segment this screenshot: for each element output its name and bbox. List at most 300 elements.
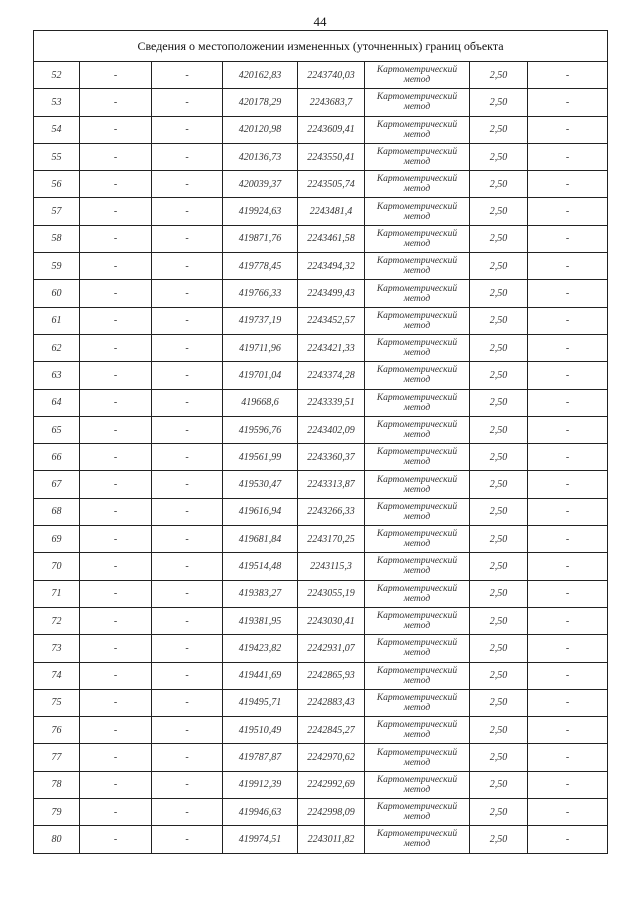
old-x-cell: - bbox=[80, 689, 152, 716]
accuracy-cell: 2,50 bbox=[470, 307, 528, 334]
coord-x-cell: 419701,04 bbox=[223, 362, 298, 389]
old-x-cell: - bbox=[80, 444, 152, 471]
coord-x-cell: 420039,37 bbox=[223, 171, 298, 198]
method-line-1: Картометрический bbox=[376, 611, 458, 622]
description-cell: - bbox=[528, 62, 608, 89]
accuracy-cell: 2,50 bbox=[470, 689, 528, 716]
method-cell bbox=[365, 635, 470, 662]
method-line-2: метод bbox=[403, 102, 431, 113]
old-y-cell: - bbox=[152, 635, 223, 662]
old-x-cell: - bbox=[80, 198, 152, 225]
description-cell: - bbox=[528, 416, 608, 443]
method-line-1: Картометрический bbox=[376, 119, 458, 130]
point-number-cell: 74 bbox=[34, 662, 80, 689]
method-line-1: Картометрический bbox=[376, 638, 458, 649]
point-number-cell: 69 bbox=[34, 526, 80, 553]
point-number-cell: 64 bbox=[34, 389, 80, 416]
accuracy-cell: 2,50 bbox=[470, 662, 528, 689]
method-cell bbox=[365, 444, 470, 471]
coord-y-cell: 2243494,32 bbox=[298, 253, 365, 280]
point-number-cell: 53 bbox=[34, 89, 80, 116]
coord-y-cell: 2242970,62 bbox=[298, 744, 365, 771]
method-cell bbox=[365, 799, 470, 826]
method-line-1: Картометрический bbox=[376, 720, 458, 731]
method-cell bbox=[365, 553, 470, 580]
coord-x-cell: 419423,82 bbox=[223, 635, 298, 662]
table-row bbox=[34, 498, 608, 525]
point-number-cell: 52 bbox=[34, 62, 80, 89]
table-row bbox=[34, 526, 608, 553]
old-x-cell: - bbox=[80, 471, 152, 498]
coord-x-cell: 419778,45 bbox=[223, 253, 298, 280]
accuracy-cell: 2,50 bbox=[470, 799, 528, 826]
coord-y-cell: 2243339,51 bbox=[298, 389, 365, 416]
method-line-1: Картометрический bbox=[376, 201, 458, 212]
old-y-cell: - bbox=[152, 307, 223, 334]
method-line-1: Картометрический bbox=[376, 92, 458, 103]
method-line-1: Картометрический bbox=[376, 665, 458, 676]
page-number: 44 bbox=[313, 14, 327, 29]
old-y-cell: - bbox=[152, 334, 223, 361]
old-x-cell: - bbox=[80, 580, 152, 607]
old-y-cell: - bbox=[152, 198, 223, 225]
old-y-cell: - bbox=[152, 225, 223, 252]
accuracy-cell: 2,50 bbox=[470, 717, 528, 744]
method-line-2: метод bbox=[403, 238, 431, 249]
old-x-cell: - bbox=[80, 334, 152, 361]
coord-y-cell: 2243550,41 bbox=[298, 143, 365, 170]
point-number-cell: 76 bbox=[34, 717, 80, 744]
description-cell: - bbox=[528, 635, 608, 662]
coord-y-cell: 2243609,41 bbox=[298, 116, 365, 143]
old-x-cell: - bbox=[80, 744, 152, 771]
old-y-cell: - bbox=[152, 471, 223, 498]
method-line-2: метод bbox=[403, 430, 431, 440]
method-line-1: Картометрический bbox=[376, 829, 458, 840]
old-y-cell: - bbox=[152, 717, 223, 744]
method-line-1: Картометрический bbox=[376, 256, 458, 267]
method-cell bbox=[365, 689, 470, 716]
description-cell: - bbox=[528, 89, 608, 116]
coord-x-cell: 419924,63 bbox=[223, 198, 298, 225]
table-row bbox=[34, 253, 608, 280]
table-row bbox=[34, 689, 608, 716]
table-row bbox=[34, 607, 608, 634]
table-row bbox=[34, 553, 608, 580]
coord-x-cell: 419912,39 bbox=[223, 771, 298, 798]
coord-y-cell: 2242865,93 bbox=[298, 662, 365, 689]
method-cell bbox=[365, 662, 470, 689]
old-x-cell: - bbox=[80, 553, 152, 580]
description-cell: - bbox=[528, 717, 608, 744]
old-x-cell: - bbox=[80, 280, 152, 307]
old-y-cell: - bbox=[152, 89, 223, 116]
coord-y-cell: 2243360,37 bbox=[298, 444, 365, 471]
coord-y-cell: 2243374,28 bbox=[298, 362, 365, 389]
accuracy-cell: 2,50 bbox=[470, 771, 528, 798]
table-row bbox=[34, 280, 608, 307]
accuracy-cell: 2,50 bbox=[470, 280, 528, 307]
coord-x-cell: 419383,27 bbox=[223, 580, 298, 607]
description-cell: - bbox=[528, 553, 608, 580]
coord-y-cell: 2243740,03 bbox=[298, 62, 365, 89]
accuracy-cell: 2,50 bbox=[470, 389, 528, 416]
old-x-cell: - bbox=[80, 143, 152, 170]
coord-x-cell: 419787,87 bbox=[223, 744, 298, 771]
coord-y-cell: 2243030,41 bbox=[298, 607, 365, 634]
method-cell bbox=[365, 362, 470, 389]
old-x-cell: - bbox=[80, 717, 152, 744]
accuracy-cell: 2,50 bbox=[470, 471, 528, 498]
method-line-1: Картометрический bbox=[376, 501, 458, 512]
method-line-1: Картометрический bbox=[376, 420, 458, 430]
description-cell: - bbox=[528, 143, 608, 170]
point-number-cell: 70 bbox=[34, 553, 80, 580]
method-line-1: Картометрический bbox=[376, 147, 458, 158]
method-line-2: метод bbox=[403, 621, 431, 632]
method-line-2: метод bbox=[403, 675, 431, 686]
method-line-2: метод bbox=[403, 648, 431, 659]
point-number-cell: 80 bbox=[34, 826, 80, 853]
description-cell: - bbox=[528, 389, 608, 416]
old-y-cell: - bbox=[152, 253, 223, 280]
coord-y-cell: 2243499,43 bbox=[298, 280, 365, 307]
old-x-cell: - bbox=[80, 635, 152, 662]
coord-x-cell: 420120,98 bbox=[223, 116, 298, 143]
point-number-cell: 73 bbox=[34, 635, 80, 662]
coord-x-cell: 420178,29 bbox=[223, 89, 298, 116]
accuracy-cell: 2,50 bbox=[470, 526, 528, 553]
table-row bbox=[34, 444, 608, 471]
description-cell: - bbox=[528, 116, 608, 143]
point-number-cell: 72 bbox=[34, 607, 80, 634]
old-y-cell: - bbox=[152, 689, 223, 716]
coord-y-cell: 2243170,25 bbox=[298, 526, 365, 553]
method-cell bbox=[365, 253, 470, 280]
table-row bbox=[34, 416, 608, 443]
point-number-cell: 58 bbox=[34, 225, 80, 252]
old-y-cell: - bbox=[152, 444, 223, 471]
point-number-cell: 63 bbox=[34, 362, 80, 389]
point-number-cell: 68 bbox=[34, 498, 80, 525]
table-row bbox=[34, 471, 608, 498]
coord-x-cell: 419766,33 bbox=[223, 280, 298, 307]
method-line-2: метод bbox=[403, 184, 431, 195]
description-cell: - bbox=[528, 580, 608, 607]
accuracy-cell: 2,50 bbox=[470, 362, 528, 389]
old-x-cell: - bbox=[80, 307, 152, 334]
method-line-1: Картометрический bbox=[376, 747, 458, 758]
method-cell bbox=[365, 225, 470, 252]
method-line-2: метод bbox=[403, 211, 431, 222]
method-line-2: метод bbox=[403, 839, 431, 850]
table-row bbox=[34, 662, 608, 689]
coord-x-cell: 419530,47 bbox=[223, 471, 298, 498]
coord-y-cell: 2243481,4 bbox=[298, 198, 365, 225]
boundary-coordinates-table bbox=[33, 30, 608, 854]
old-y-cell: - bbox=[152, 826, 223, 853]
old-x-cell: - bbox=[80, 171, 152, 198]
point-number-cell: 54 bbox=[34, 116, 80, 143]
old-x-cell: - bbox=[80, 116, 152, 143]
accuracy-cell: 2,50 bbox=[470, 635, 528, 662]
description-cell: - bbox=[528, 171, 608, 198]
table-title-row bbox=[34, 31, 608, 62]
method-line-1: Картометрический bbox=[376, 774, 458, 785]
method-cell bbox=[365, 771, 470, 798]
method-line-2: метод bbox=[403, 293, 431, 304]
method-cell bbox=[365, 307, 470, 334]
method-cell bbox=[365, 580, 470, 607]
method-line-2: метод bbox=[403, 402, 431, 413]
old-x-cell: - bbox=[80, 253, 152, 280]
coord-y-cell: 2242992,69 bbox=[298, 771, 365, 798]
old-x-cell: - bbox=[80, 826, 152, 853]
coord-y-cell: 2243461,58 bbox=[298, 225, 365, 252]
accuracy-cell: 2,50 bbox=[470, 826, 528, 853]
point-number-cell: 60 bbox=[34, 280, 80, 307]
coord-x-cell: 419495,71 bbox=[223, 689, 298, 716]
coord-x-cell: 419974,51 bbox=[223, 826, 298, 853]
point-number-cell: 55 bbox=[34, 143, 80, 170]
method-cell bbox=[365, 416, 470, 443]
description-cell: - bbox=[528, 826, 608, 853]
method-cell bbox=[365, 717, 470, 744]
table-row bbox=[34, 89, 608, 116]
coord-x-cell: 419561,99 bbox=[223, 444, 298, 471]
accuracy-cell: 2,50 bbox=[470, 416, 528, 443]
method-cell bbox=[365, 116, 470, 143]
method-line-2: метод bbox=[403, 730, 431, 741]
description-cell: - bbox=[528, 498, 608, 525]
accuracy-cell: 2,50 bbox=[470, 253, 528, 280]
coord-x-cell: 419871,76 bbox=[223, 225, 298, 252]
table-row bbox=[34, 225, 608, 252]
accuracy-cell: 2,50 bbox=[470, 116, 528, 143]
method-line-2: метод bbox=[403, 157, 431, 168]
method-cell bbox=[365, 198, 470, 225]
coord-y-cell: 2243505,74 bbox=[298, 171, 365, 198]
coord-x-cell: 419946,63 bbox=[223, 799, 298, 826]
old-x-cell: - bbox=[80, 498, 152, 525]
method-cell bbox=[365, 526, 470, 553]
old-y-cell: - bbox=[152, 416, 223, 443]
old-x-cell: - bbox=[80, 526, 152, 553]
table-row bbox=[34, 826, 608, 853]
method-cell bbox=[365, 280, 470, 307]
point-number-cell: 57 bbox=[34, 198, 80, 225]
old-y-cell: - bbox=[152, 799, 223, 826]
coord-x-cell: 419668,6 bbox=[223, 389, 298, 416]
old-x-cell: - bbox=[80, 771, 152, 798]
old-x-cell: - bbox=[80, 662, 152, 689]
method-cell bbox=[365, 607, 470, 634]
coord-x-cell: 419616,94 bbox=[223, 498, 298, 525]
coord-y-cell: 2243011,82 bbox=[298, 826, 365, 853]
old-x-cell: - bbox=[80, 799, 152, 826]
coord-y-cell: 2243055,19 bbox=[298, 580, 365, 607]
old-y-cell: - bbox=[152, 143, 223, 170]
method-line-1: Картометрический bbox=[376, 802, 458, 813]
method-line-1: Картометрический bbox=[376, 692, 458, 703]
method-line-2: метод bbox=[403, 757, 431, 768]
method-line-2: метод bbox=[403, 129, 431, 140]
description-cell: - bbox=[528, 799, 608, 826]
old-y-cell: - bbox=[152, 171, 223, 198]
method-line-1: Картометрический bbox=[376, 474, 458, 485]
method-line-1: Картометрический bbox=[376, 310, 458, 321]
accuracy-cell: 2,50 bbox=[470, 498, 528, 525]
point-number-cell: 59 bbox=[34, 253, 80, 280]
description-cell: - bbox=[528, 744, 608, 771]
method-line-1: Картометрический bbox=[376, 174, 458, 185]
coord-x-cell: 419596,76 bbox=[223, 416, 298, 443]
method-line-1: Картометрический bbox=[376, 338, 458, 349]
table-row bbox=[34, 389, 608, 416]
method-cell bbox=[365, 744, 470, 771]
table-row bbox=[34, 635, 608, 662]
method-line-1: Картометрический bbox=[376, 65, 458, 76]
old-x-cell: - bbox=[80, 389, 152, 416]
accuracy-cell: 2,50 bbox=[470, 744, 528, 771]
point-number-cell: 61 bbox=[34, 307, 80, 334]
coord-y-cell: 2242998,09 bbox=[298, 799, 365, 826]
table-row bbox=[34, 171, 608, 198]
description-cell: - bbox=[528, 471, 608, 498]
table-row bbox=[34, 799, 608, 826]
coord-y-cell: 2243402,09 bbox=[298, 416, 365, 443]
old-x-cell: - bbox=[80, 607, 152, 634]
coord-x-cell: 419381,95 bbox=[223, 607, 298, 634]
description-cell: - bbox=[528, 362, 608, 389]
table-row bbox=[34, 143, 608, 170]
accuracy-cell: 2,50 bbox=[470, 553, 528, 580]
coord-y-cell: 2242931,07 bbox=[298, 635, 365, 662]
point-number-cell: 62 bbox=[34, 334, 80, 361]
method-cell bbox=[365, 471, 470, 498]
method-line-2: метод bbox=[403, 702, 431, 713]
old-x-cell: - bbox=[80, 89, 152, 116]
table-row bbox=[34, 198, 608, 225]
point-number-cell: 67 bbox=[34, 471, 80, 498]
method-line-1: Картометрический bbox=[376, 228, 458, 239]
accuracy-cell: 2,50 bbox=[470, 171, 528, 198]
accuracy-cell: 2,50 bbox=[470, 89, 528, 116]
old-y-cell: - bbox=[152, 607, 223, 634]
old-y-cell: - bbox=[152, 580, 223, 607]
old-x-cell: - bbox=[80, 416, 152, 443]
table-row bbox=[34, 362, 608, 389]
accuracy-cell: 2,50 bbox=[470, 444, 528, 471]
old-y-cell: - bbox=[152, 498, 223, 525]
coord-x-cell: 420162,83 bbox=[223, 62, 298, 89]
point-number-cell: 79 bbox=[34, 799, 80, 826]
old-y-cell: - bbox=[152, 771, 223, 798]
description-cell: - bbox=[528, 771, 608, 798]
table-row bbox=[34, 116, 608, 143]
method-line-1: Картометрический bbox=[376, 392, 458, 403]
old-y-cell: - bbox=[152, 362, 223, 389]
method-line-2: метод bbox=[403, 566, 431, 577]
point-number-cell: 78 bbox=[34, 771, 80, 798]
coord-x-cell: 419737,19 bbox=[223, 307, 298, 334]
table-body bbox=[34, 62, 608, 854]
method-line-2: метод bbox=[403, 484, 431, 495]
accuracy-cell: 2,50 bbox=[470, 225, 528, 252]
description-cell: - bbox=[528, 253, 608, 280]
old-y-cell: - bbox=[152, 62, 223, 89]
method-line-2: метод bbox=[403, 511, 431, 522]
coord-x-cell: 419681,84 bbox=[223, 526, 298, 553]
description-cell: - bbox=[528, 307, 608, 334]
method-line-2: метод bbox=[403, 266, 431, 277]
point-number-cell: 66 bbox=[34, 444, 80, 471]
coord-x-cell: 419441,69 bbox=[223, 662, 298, 689]
method-line-2: метод bbox=[403, 457, 431, 468]
method-line-1: Картометрический bbox=[376, 365, 458, 376]
method-cell bbox=[365, 171, 470, 198]
table-title: Сведения о местоположении измененных (уточненных) границ объекта bbox=[34, 31, 608, 62]
method-line-2: метод bbox=[403, 320, 431, 331]
old-y-cell: - bbox=[152, 553, 223, 580]
method-cell bbox=[365, 62, 470, 89]
old-y-cell: - bbox=[152, 116, 223, 143]
description-cell: - bbox=[528, 334, 608, 361]
description-cell: - bbox=[528, 198, 608, 225]
accuracy-cell: 2,50 bbox=[470, 198, 528, 225]
point-number-cell: 56 bbox=[34, 171, 80, 198]
coord-x-cell: 419514,48 bbox=[223, 553, 298, 580]
method-line-2: метод bbox=[403, 539, 431, 550]
coord-y-cell: 2243421,33 bbox=[298, 334, 365, 361]
method-line-1: Картометрический bbox=[376, 283, 458, 294]
table-row bbox=[34, 62, 608, 89]
old-x-cell: - bbox=[80, 62, 152, 89]
old-y-cell: - bbox=[152, 662, 223, 689]
old-y-cell: - bbox=[152, 744, 223, 771]
coord-y-cell: 2243313,87 bbox=[298, 471, 365, 498]
method-cell bbox=[365, 826, 470, 853]
method-line-2: метод bbox=[403, 348, 431, 359]
coord-x-cell: 419711,96 bbox=[223, 334, 298, 361]
method-line-1: Картометрический bbox=[376, 447, 458, 458]
table-row bbox=[34, 771, 608, 798]
old-y-cell: - bbox=[152, 526, 223, 553]
table-row bbox=[34, 580, 608, 607]
method-line-2: метод bbox=[403, 75, 431, 86]
method-cell bbox=[365, 498, 470, 525]
accuracy-cell: 2,50 bbox=[470, 62, 528, 89]
description-cell: - bbox=[528, 225, 608, 252]
method-line-1: Картометрический bbox=[376, 583, 458, 594]
description-cell: - bbox=[528, 689, 608, 716]
table-row bbox=[34, 307, 608, 334]
old-x-cell: - bbox=[80, 225, 152, 252]
coord-y-cell: 2243115,3 bbox=[298, 553, 365, 580]
method-line-2: метод bbox=[403, 812, 431, 823]
point-number-cell: 71 bbox=[34, 580, 80, 607]
description-cell: - bbox=[528, 280, 608, 307]
description-cell: - bbox=[528, 607, 608, 634]
method-line-1: Картометрический bbox=[376, 556, 458, 567]
method-line-2: метод bbox=[403, 784, 431, 795]
description-cell: - bbox=[528, 662, 608, 689]
coord-y-cell: 2242883,43 bbox=[298, 689, 365, 716]
method-cell bbox=[365, 143, 470, 170]
description-cell: - bbox=[528, 526, 608, 553]
method-line-2: метод bbox=[403, 375, 431, 386]
method-line-2: метод bbox=[403, 593, 431, 604]
